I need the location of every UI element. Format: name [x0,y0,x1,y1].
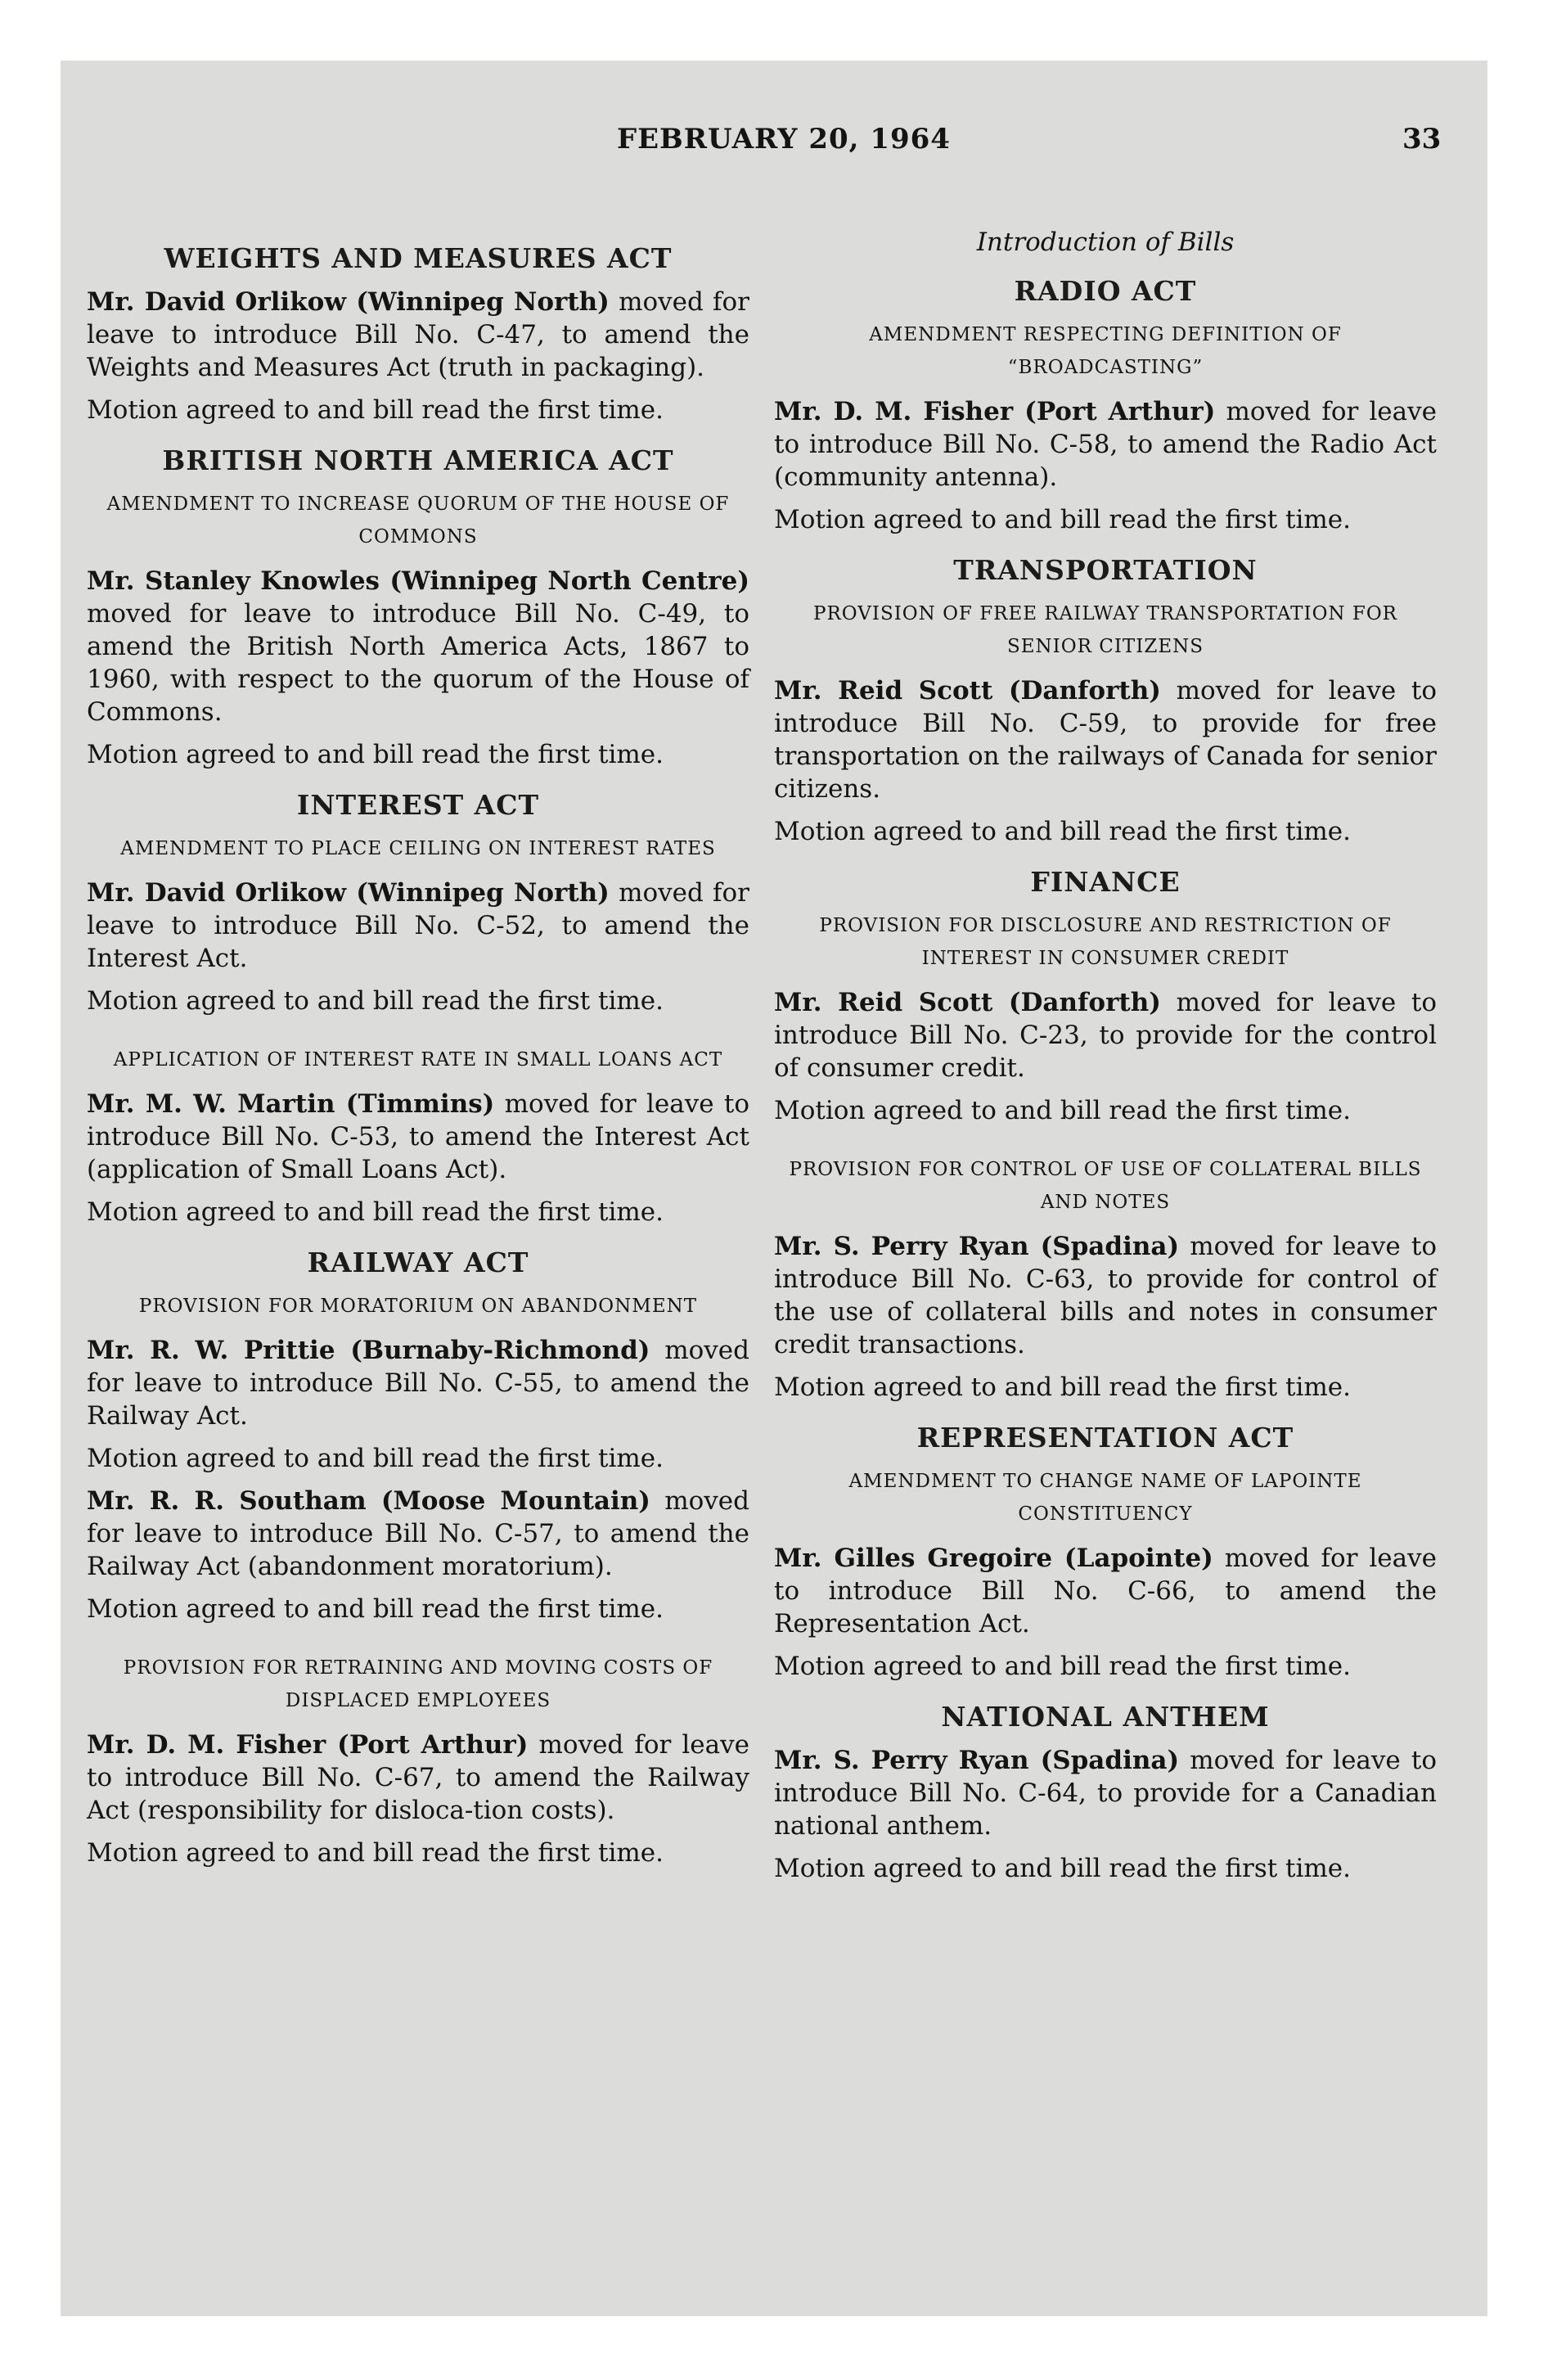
motion-text: Motion agreed to and bill read the first time. [87,1444,664,1473]
member-name: Mr. D. M. Fisher (Port Arthur) [774,397,1216,426]
section-subtitle: AMENDMENT TO CHANGE NAME OF LAPOINTE CONSTITUENCY [848,1471,1362,1525]
bill-entry [87,1334,749,1432]
bill-entry [774,1230,1437,1361]
member-name: Mr. R. W. Prittie (Burnaby-Richmond) [87,1336,650,1365]
motion-text: Motion agreed to and bill read the first time. [87,740,664,769]
section-subtitle: PROVISION FOR MORATORIUM ON ABANDONMENT [138,1296,698,1317]
entry-text: moved for leave to introduce Bill No. C-47, to amend the Weights and Measures Act (truth in packaging). [87,287,749,382]
bill-entry [87,565,749,728]
entry-text: moved for leave to introduce Bill No. C-58, to amend the Radio Act (community antenna). [774,397,1437,492]
motion-text: Motion agreed to and bill read the first time. [87,1838,664,1868]
member-name: Mr. S. Perry Ryan (Spadina) [774,1746,1180,1775]
entry-text: moved for leave to introduce Bill No. C-59, to provide for free transportation on the railways of Canada for senior citizens. [774,676,1437,804]
section-subtitle: APPLICATION OF INTEREST RATE IN SMALL LOANS ACT [113,1049,723,1071]
member-name: Mr. R. R. Southam (Moose Mountain) [87,1486,650,1516]
section-title: INTEREST ACT [296,789,540,821]
section-subtitle: PROVISION FOR CONTROL OF USE OF COLLATERAL BILLS AND NOTES [789,1159,1422,1213]
bill-entry [774,395,1437,494]
section-subtitle: PROVISION FOR RETRAINING AND MOVING COSTS OF DISPLACED EMPLOYEES [123,1657,713,1711]
motion-text: Motion agreed to and bill read the first time. [774,505,1352,534]
motion-text: Motion agreed to and bill read the first time. [774,1373,1352,1402]
bill-entry [87,1729,749,1827]
entry-text: moved for leave to introduce Bill No. C-52, to amend the Interest Act. [87,878,749,973]
motion-text: Motion agreed to and bill read the first time. [87,1197,664,1227]
motion-text: Motion agreed to and bill read the first time. [774,817,1352,846]
entry-text: moved for leave to introduce Bill No. C-57, to amend the Railway Act (abandonment moratorium). [87,1486,749,1581]
section-title: TRANSPORTATION [953,554,1258,586]
entry-text: moved for leave to introduce Bill No. C-63, to provide for control of the use of collateral bills and notes in consumer credit transactions. [774,1232,1437,1359]
bill-entry [87,1088,749,1186]
motion-text: Motion agreed to and bill read the first time. [87,395,664,425]
section-subtitle: PROVISION OF FREE RAILWAY TRANSPORTATION FOR SENIOR CITIZENS [813,603,1397,657]
section-title: RADIO ACT [1014,275,1197,307]
section-title: NATIONAL ANTHEM [941,1701,1270,1733]
section-subtitle: AMENDMENT RESPECTING DEFINITION OF “BROADCASTING” [869,324,1342,378]
page-sheet [61,61,1487,2316]
section-title: WEIGHTS AND MEASURES ACT [164,242,673,274]
section-title: FINANCE [1030,866,1181,898]
member-name: Mr. S. Perry Ryan (Spadina) [774,1232,1180,1261]
right-column-sections [774,275,1437,1885]
right-column [774,228,1437,1895]
entry-text: moved for leave to introduce Bill No. C-67, to amend the Railway Act (responsibility for disloca-tion costs). [87,1730,749,1825]
bill-entry [87,1485,749,1583]
bill-entry [774,1542,1437,1640]
header-date: FEBRUARY 20, 1964 [617,123,951,156]
section-subtitle: PROVISION FOR DISCLOSURE AND RESTRICTION OF INTEREST IN CONSUMER CREDIT [819,915,1392,969]
entry-text: moved for leave to introduce Bill No. C-49, to amend the British North America Acts, 1867 to 1960, with respect to the quorum of the House of Commons. [87,599,749,727]
entry-text: moved for leave to introduce Bill No. C-55, to amend the Railway Act. [87,1336,749,1431]
entry-text: moved for leave to introduce Bill No. C-64, to provide for a Canadian national anthem. [774,1746,1437,1841]
member-name: Mr. David Orlikow (Winnipeg North) [87,878,610,908]
section-title: RAILWAY ACT [307,1246,529,1278]
page-number: 33 [1402,123,1442,156]
motion-text: Motion agreed to and bill read the first time. [774,1652,1352,1681]
member-name: Mr. David Orlikow (Winnipeg North) [87,287,610,317]
section-title: REPRESENTATION ACT [916,1422,1294,1454]
running-head: Introduction of Bills [976,228,1235,257]
bill-entry [774,986,1437,1084]
motion-text: Motion agreed to and bill read the first time. [774,1854,1352,1883]
member-name: Mr. Reid Scott (Danforth) [774,676,1161,705]
member-name: Mr. Stanley Knowles (Winnipeg North Centre) [87,566,749,596]
bill-entry [774,1744,1437,1842]
left-column [87,224,749,1879]
entry-text: moved for leave to introduce Bill No. C-53, to amend the Interest Act (application of Small Loans Act). [87,1089,749,1184]
member-name: Mr. Gilles Gregoire (Lapointe) [774,1544,1213,1573]
bill-entry [774,674,1437,805]
motion-text: Motion agreed to and bill read the first time. [774,1096,1352,1125]
motion-text: Motion agreed to and bill read the first time. [87,1594,664,1624]
section-title: BRITISH NORTH AMERICA ACT [162,444,674,476]
member-name: Mr. Reid Scott (Danforth) [774,988,1161,1017]
section-subtitle: AMENDMENT TO INCREASE QUORUM OF THE HOUSE OF COMMONS [106,494,730,548]
member-name: Mr. M. W. Martin (Timmins) [87,1089,495,1119]
entry-text: moved for leave to introduce Bill No. C-66, to amend the Representation Act. [774,1544,1437,1639]
bill-entry [87,877,749,975]
bill-entry [87,286,749,384]
motion-text: Motion agreed to and bill read the first time. [87,986,664,1016]
member-name: Mr. D. M. Fisher (Port Arthur) [87,1730,529,1760]
section-subtitle: AMENDMENT TO PLACE CEILING ON INTEREST RATES [120,838,716,859]
entry-text: moved for leave to introduce Bill No. C-23, to provide for the control of consumer credit. [774,988,1437,1083]
